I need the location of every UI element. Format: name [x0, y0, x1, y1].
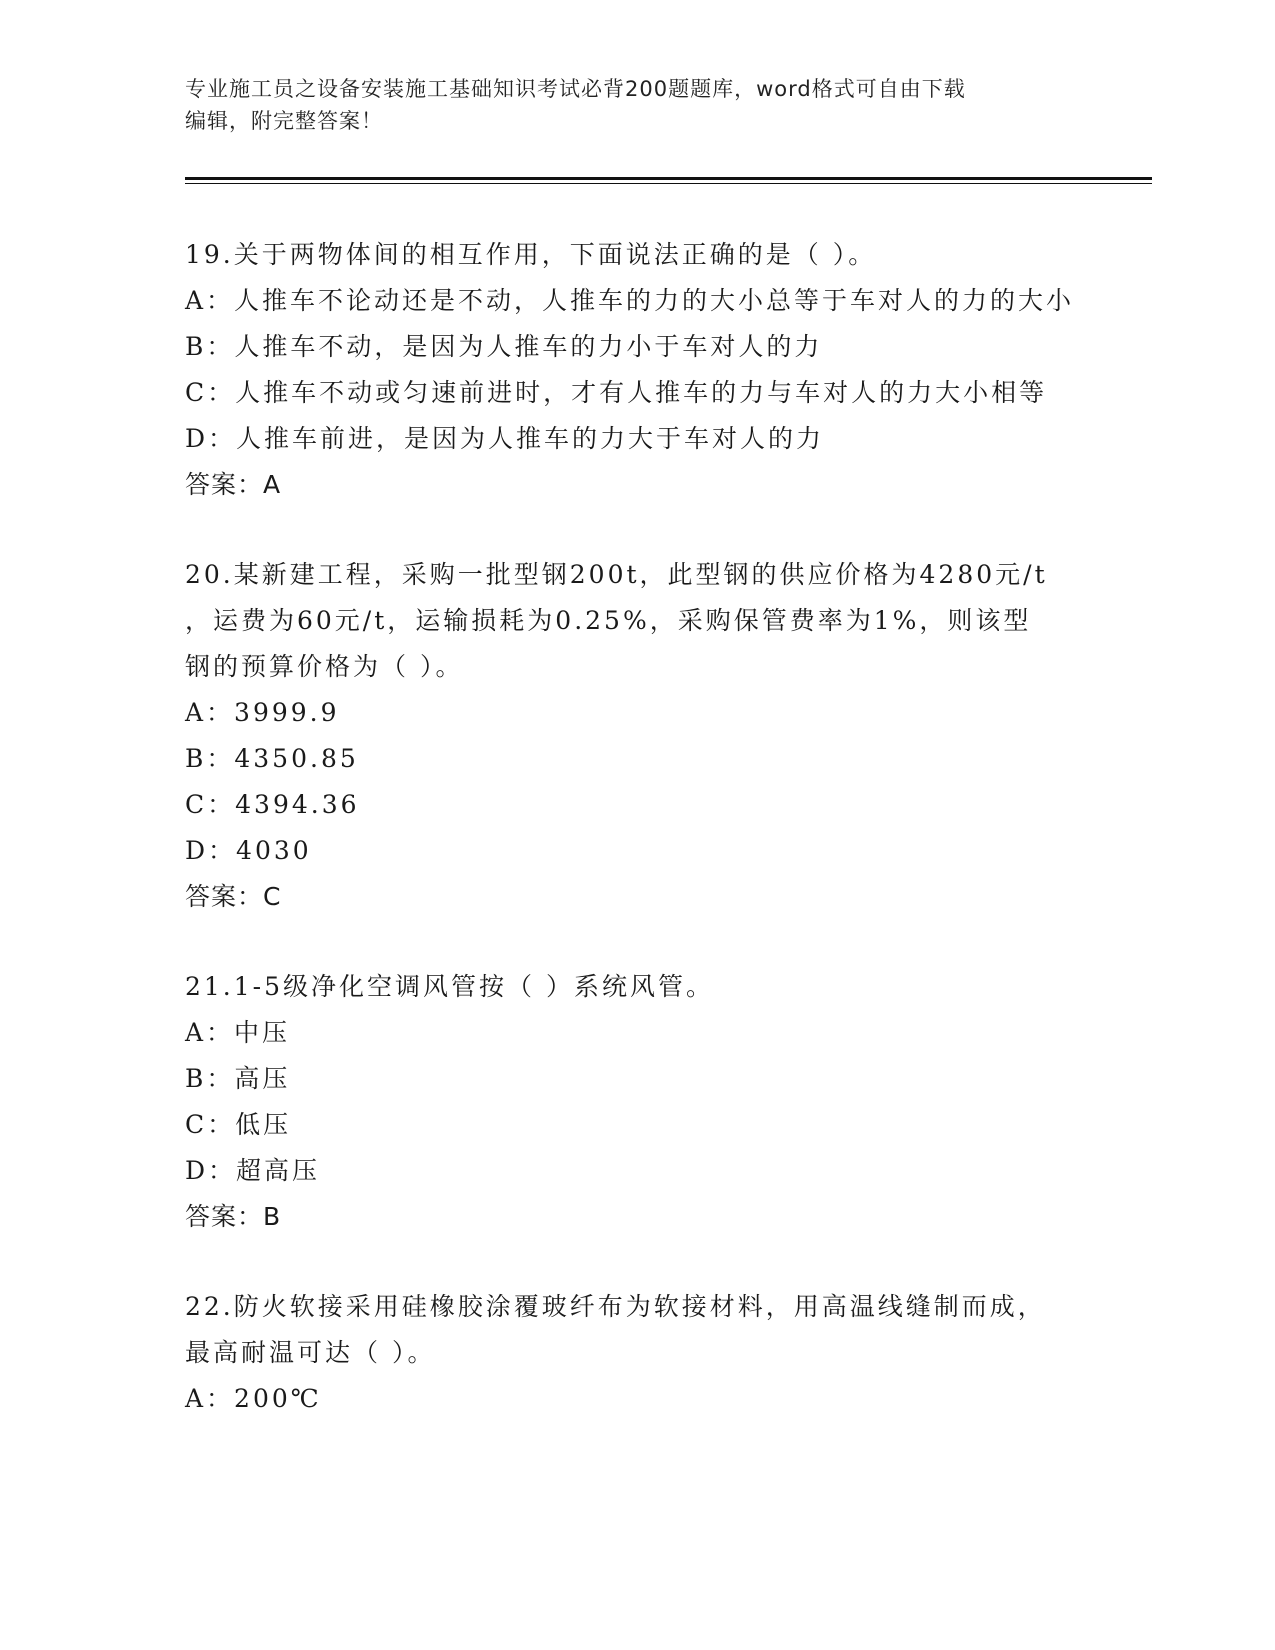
answer-key: 答案：C — [185, 882, 282, 911]
answer-key: 答案：A — [185, 470, 282, 499]
header-divider-thick — [185, 177, 1152, 180]
question-stem-line: 钢的预算价格为（ ）。 — [185, 652, 464, 681]
answer-option: B：4350.85 — [185, 744, 359, 773]
header-line-2: 编辑，附完整答案！ — [185, 109, 383, 133]
question-list — [185, 232, 1085, 1422]
question-block — [185, 552, 1085, 920]
answer-option: A：人推车不论动还是不动，人推车的力的大小总等于车对人的力的大小 — [185, 286, 1075, 315]
question-stem-line: 21.1-5级净化空调风管按（ ）系统风管。 — [185, 972, 714, 1001]
question-block — [185, 1284, 1085, 1422]
answer-option: C：人推车不动或匀速前进时，才有人推车的力与车对人的力大小相等 — [185, 378, 1048, 407]
header-line-1: 专业施工员之设备安装施工基础知识考试必背200题题库，word格式可自由下载 — [185, 77, 966, 101]
answer-option: C：4394.36 — [185, 790, 360, 819]
answer-option: B：高压 — [185, 1064, 291, 1093]
question-block — [185, 232, 1085, 508]
question-block — [185, 964, 1085, 1240]
answer-option: B：人推车不动，是因为人推车的力小于车对人的力 — [185, 332, 823, 361]
answer-key: 答案：B — [185, 1202, 282, 1231]
answer-option: C：低压 — [185, 1110, 292, 1139]
answer-option: D：人推车前进，是因为人推车的力大于车对人的力 — [185, 424, 825, 453]
question-stem-line: 22.防火软接采用硅橡胶涂覆玻纤布为软接材料，用高温线缝制而成， — [185, 1292, 1046, 1321]
answer-option: A：3999.9 — [185, 698, 340, 727]
question-stem-line: 最高耐温可达（ ）。 — [185, 1338, 436, 1367]
answer-option: D：4030 — [185, 836, 312, 865]
header-divider-thin — [185, 183, 1152, 184]
document-header — [185, 73, 1075, 137]
answer-option: A：中压 — [185, 1018, 291, 1047]
answer-option: A：200℃ — [185, 1384, 322, 1413]
question-stem-line: 19.关于两物体间的相互作用，下面说法正确的是（ ）。 — [185, 240, 877, 269]
question-stem-line: ，运费为60元/t，运输损耗为0.25%，采购保管费率为1%，则该型 — [185, 606, 1032, 635]
question-stem-line: 20.某新建工程，采购一批型钢200t，此型钢的供应价格为4280元/t — [185, 560, 1048, 589]
answer-option: D：超高压 — [185, 1156, 321, 1185]
